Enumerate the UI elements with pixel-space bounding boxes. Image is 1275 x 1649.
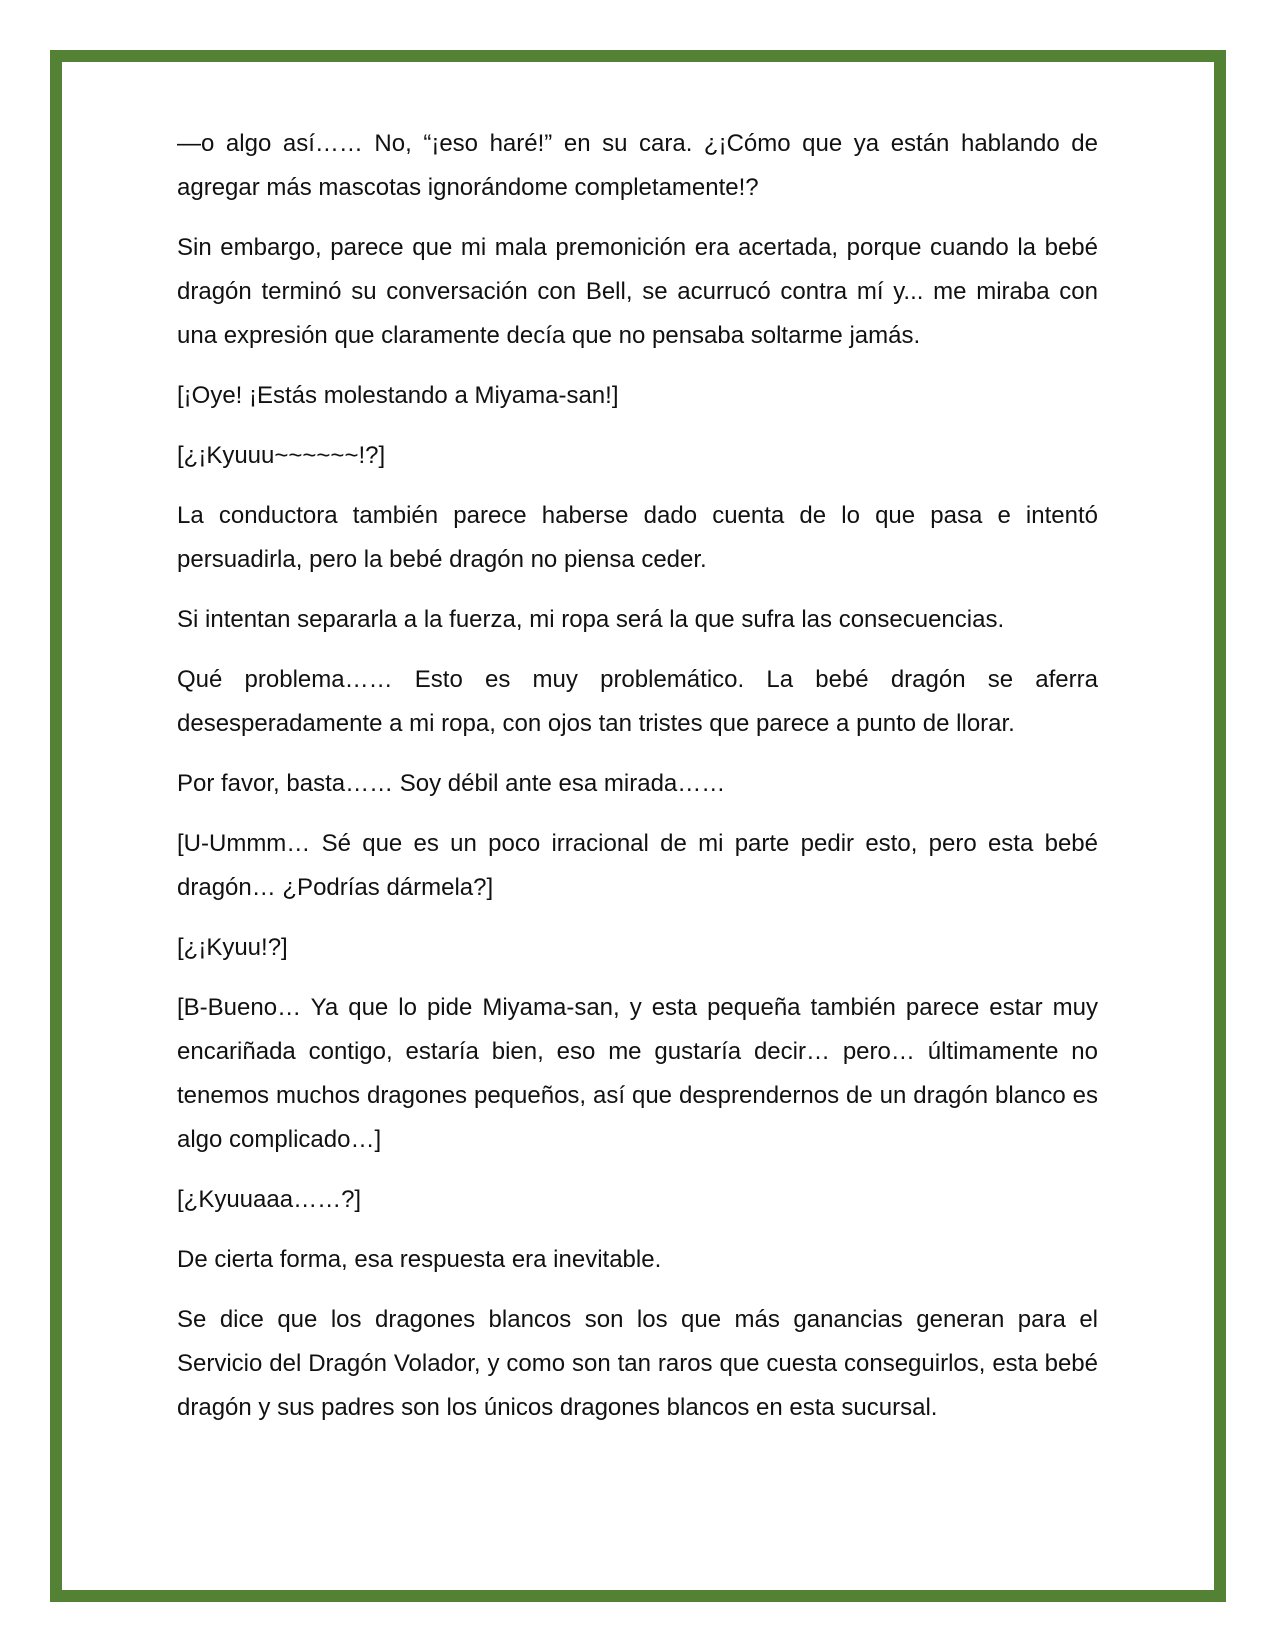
paragraph: Sin embargo, parece que mi mala premonición era acertada, porque cuando la bebé dragón terminó su conversación con Bell, se acurrucó contra mí y... me miraba con una expresión que claramente decía que no pensaba soltarme jamás. (177, 234, 1098, 349)
paragraph: La conductora también parece haberse dado cuenta de lo que pasa e intentó persuadirla, pero la bebé dragón no piensa ceder. (177, 502, 1098, 573)
paragraph: [B-Bueno… Ya que lo pide Miyama-san, y esta pequeña también parece estar muy encariñada contigo, estaría bien, eso me gustaría decir… pero… últimamente no tenemos muchos dragones pequeños, así que desprendernos de un dragón blanco es algo complicado…] (177, 994, 1098, 1153)
paragraph: —o algo así…… No, “¡eso haré!” en su cara. ¿¡Cómo que ya están hablando de agregar más mascotas ignorándome completamente!? (177, 130, 1098, 201)
paragraph: Qué problema…… Esto es muy problemático. La bebé dragón se aferra desesperadamente a mi ropa, con ojos tan tristes que parece a punto de llorar. (177, 666, 1098, 737)
paragraph: [¿¡Kyuuu~~~~~~!?] (177, 442, 386, 469)
paragraph: [U-Ummm… Sé que es un poco irracional de mi parte pedir esto, pero esta bebé dragón… ¿Podrías dármela?] (177, 830, 1098, 901)
paragraph: [¿Kyuuaaa……?] (177, 1186, 362, 1213)
paragraph: [¡Oye! ¡Estás molestando a Miyama-san!] (177, 382, 619, 409)
document-body (177, 122, 1098, 1430)
paragraph: De cierta forma, esa respuesta era inevitable. (177, 1246, 662, 1273)
paragraph: [¿¡Kyuu!?] (177, 934, 288, 961)
paragraph: Si intentan separarla a la fuerza, mi ropa será la que sufra las consecuencias. (177, 606, 1005, 633)
paragraph: Por favor, basta…… Soy débil ante esa mirada…… (177, 770, 726, 797)
paragraph: Se dice que los dragones blancos son los que más ganancias generan para el Servicio del Dragón Volador, y como son tan raros que cuesta conseguirlos, esta bebé dragón y sus padres son los únicos dragones blancos en esta sucursal. (177, 1306, 1098, 1421)
